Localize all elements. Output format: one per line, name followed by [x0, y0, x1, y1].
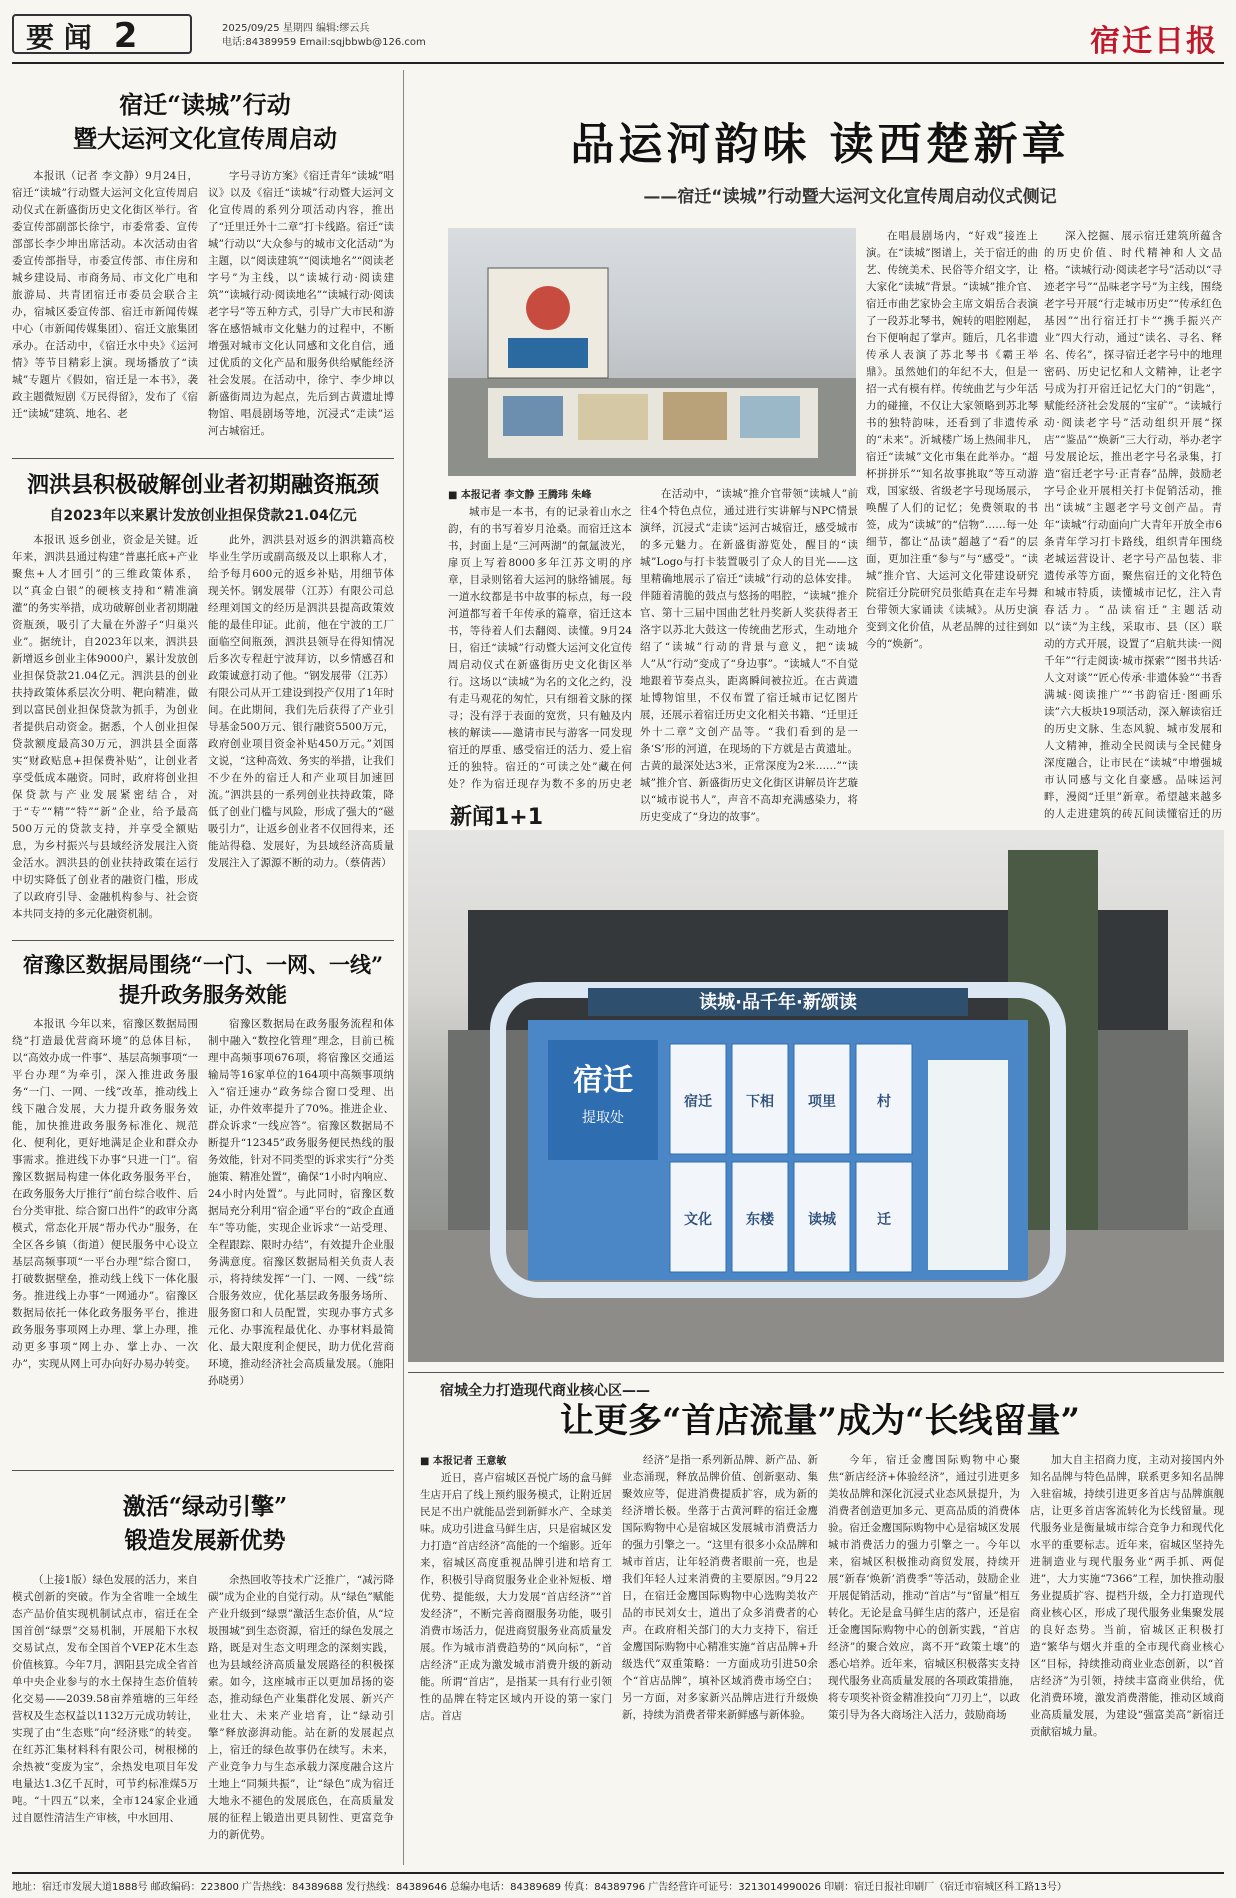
board-cell-label: 迁: [877, 1212, 891, 1228]
board-cell-label: 宿迁: [684, 1094, 712, 1110]
board-title: 宿迁: [573, 1063, 633, 1098]
page-number: 2: [113, 16, 138, 56]
article-5-text-2: 经济”是指一系列新品牌、新产品、新业态涌现，释放品牌价值、创新驱动、集聚效应等，促进消费提质扩容，成为新的经济增长极。坐落于古黄河畔的宿迁金鹰国际购物中心是宿城区发展城市消费活力的强力引擎之一。“这里有很多小众品牌和城市首店，让年轻消费者眼前一亮，也是我们年轻人过来消费的主要原因。”9月22日，在宿迁金鹰国际购物中心选购美妆产品的市民刘女士，道出了众多消费者的心声。在政府相关部门的大力支持下，宿迁金鹰国际购物中心精准实施“首店品牌+升级迭代”双重策略：一方面成功引进50余个“首店品牌”，填补区域消费市场空白；另一方面，对多家新兴品牌店进行升级焕新，持续为消费者带来新鲜感与新体验。: [622, 1454, 818, 1721]
book-cover: [578, 394, 648, 440]
article-5-text-4: 加大自主招商力度，主动对接国内外知名品牌与特色品牌，联系更多知名品牌入驻宿城，持续引进更多首店与品牌旗舰店，让更多首店客流转化为长线留量。现代服务业是衡量城市综合竞争力和现代化水平的重要标志。近年来，宿城区坚持先进制造业与现代服务业“两手抓、两促进”，大力实施“7366”工程，加快推动服务业提质扩容、提档升级，全力打造现代商业核心区，形成了现代服务业集聚发展的良好态势。当前，宿城区正积极打造“繁华与烟火并重的全市现代商业核心区”目标，持续推动商业业态创新，以“首店经济”为引领，持续丰富商业供给，优化消费环境，激发消费潜能，推动区域商业高质量发展，为建设“强富美高”新宿迁贡献宿城力量。: [1030, 1454, 1224, 1738]
article-2-column-1: [12, 532, 198, 930]
photo-display-scene: [408, 830, 1224, 1362]
article-3-title: [12, 950, 394, 1010]
board-cell-label: 东楼: [746, 1212, 774, 1228]
article-4-text-1: （上接1版）绿色发展的活力，来自模式创新的突破。作为全省唯一全域生态产品价值实现机制试点市，宿迁在全国首创“绿票”交易机制，开展船下水权交易试点，发布全国首个VEP花木生态价值核算。今年7月，泗阳县完成全省首单中央企业参与的水土保持生态价值转化交易——2039.58亩养殖塘的三年经营权及生态权益以1132万元成功转让，实现了由“生态账”向“经济账”的转变。在红苏汇集材料科有限公司，树根梯的余热被“变废为宝”，余热发电项目年发电量达1.3亿千瓦时，可节约标准煤5万吨。“十四五”以来，全市124家企业通过自愿性清洁生产审核，中水回用、: [12, 1574, 198, 1824]
article-1-text-2: 字号寻访方案》《宿迁青年“读城”唱议》以及《宿迁“读城”行动暨大运河文化宣传周的系列分项活动内容，推出了“迁里迁外十二章”打卡线路。宿迁“读城”行动以“大众参与的城市文化活动”为主题，以“阅读建筑”“阅读地名”“阅读老字号”为主线，以“读城行动·阅读建筑”“读城行动·阅读地名”“读城行动·阅读老字号”等五种方式，引导广大市民和游客在感悟城市文化魅力的过程中，不断增强对城市文化认同感和文化自信，通过优质的文化产品和服务供给赋能经济社会发展。在活动中，徐宁、李少坤以新盛街周边为起点，先后到古黄遗址博物馆、唱晨剧场等地，沉浸式“走读”运河古城宿迁。: [208, 170, 394, 437]
info-poster: [928, 1060, 1008, 1270]
article-5-text-1: 近日，喜卢宿城区吾悦广场的盒马鲜生店开启了线上预约服务模式，让附近居民足不出户就能品尝到新鲜水产、全球美味。成功引进盒马鲜生店，只是宿城区发力打造“首店经济”高能的一个缩影。近年来，宿城区高度重视品牌引进和培育工作，积极引导商贸服务业企业补短板、增优势、提能级，大力发展“首店经济”“首发经济”，不断完善商圈服务功能，吸引消费市场活力，促进商贸服务业高质量发展。作为城市消费趋势的“风向标”，“首店经济”正成为激发城市消费升级的新动能。所谓“首店”，是指某一具有行业引领性的品牌在特定区域内开设的第一家门店。首店: [420, 1472, 612, 1722]
article-3-title-line2: 提升政务服务效能: [119, 982, 287, 1007]
feature-text-3: 在唱晨剧场内，“好戏”接连上演。在“读城”图谱上，关于宿迁的曲艺、传统美术、民俗等介绍文字，让大家化“读城”背景。“读城”推介官、宿迁市曲艺家协会主席文娟岳合表演了一段苏北琴书，婉转的唱腔刚起，台下便响起了掌声。随后，几名非遗传承人表演了苏北琴书《霸王举鼎》。虽然她们的年纪不大，但是一招一式有模有样。传统曲艺与少年活力的碰撞，不仅让大家领略到苏北琴书的独特韵味，还看到了非遗传承的“未来”。沂城楼广场上热闹非凡，宿迁“读城”文化市集在此举办。“超杯拼拼乐”“知名故事挑取”等互动游戏，国家级、省级老字号现场展示，唤醒了人们的记忆；免费领取的书签，成为“读城”的“信物”……每一处细节，都让“品读”超越了“看”的层面，更加注重“参与”与“感受”。“读城”推介官、大运河文化带建设研究院宿迁分院研究员张皓真在走车号舞台带领大家诵读《读城》。从历史演变到文化价值，从老品牌的过往到如今的“焕新”。: [866, 230, 1038, 650]
feature-text-1: 城市是一本书，有的记录着山水之韵，有的书写着岁月沧桑。而宿迁这本书，封面上是“三河两湖”的氤氲波光，扉页上写着8000多年江苏文明的序章，目录则铭着大运河的脉络铺展。每一道水纹都是书中故事的标点，每一段河道都写着千年传承的篇章，宿迁这本书，等待着人们去翻阅、读懂。9月24日，宿迁“读城”行动暨大运河文化宣传周启动仪式在新盛街历史文化街区举行。这场以“读城”为名的文化之约，没有走马观花的匆忙，只有细着文脉的探寻；没有浮于表面的宽赏，只有触及内核的解读——邀请市民与游客一同发现宿迁的厚重、感受宿迁的活力、爱上宿迁的独特。宿迁的“可读之处”藏在何处？作为宿迁现存为数不多的历史老: [448, 506, 632, 790]
article-1-title-line2: 暨大运河文化宣传周启动: [73, 124, 337, 153]
article-2-subtitle: 自2023年以来累计发放创业担保贷款21.04亿元: [49, 508, 357, 524]
article-1-column-2: [208, 168, 394, 450]
feature-column-1: [448, 504, 632, 794]
section-label: [12, 14, 192, 54]
column-divider: [403, 70, 404, 1865]
board-subtitle: 提取处: [582, 1110, 624, 1126]
article-4-title-line1: 激活“绿动引擎”: [122, 1493, 288, 1520]
book-cover: [740, 396, 800, 438]
masthead: [0, 0, 1236, 78]
article-5-title: 让更多“首店流量”成为“长线留量”: [559, 1401, 1081, 1441]
article-5-column-1: [420, 1470, 612, 1868]
header-info: [222, 22, 426, 50]
article-2-title: 泗洪县积极破解创业者初期融资瓶颈: [26, 472, 379, 498]
feature-photo-books: [448, 228, 856, 476]
section-name: 要 闻: [26, 21, 92, 54]
feature-column-5: [1044, 228, 1222, 824]
article-3-text-1: 本报讯 今年以来，宿豫区数据局围绕“打造最优营商环境”的总体目标，以“高效办成一件事”、基层高频事项“一平台办理”为牵引，深入推进政务服务“一门、一网、一线”改革，推动线上线下融合发展，大力提升政务服务效能，加快推进政务服务标准化、规范化、便利化，更好地满足企业和群众办事需求。推进线下办事“只进一门”。宿豫区数据局构建一体化政务服务平台，在政务服务大厅推行“前台综合收件、后台分类审批、综合窗口出件”的政审分离模式，常态化开展“帮办代办”服务，在全区各乡镇（街道）便民服务中心设立基层高频事项“一平台办理”综合窗口，打破数据壁垒，推动线上线下一体化服务。推进线上办事“一网通办”。宿豫区数据局依托一体化政务服务平台，推进政务服务事项网上办理、掌上办理，推动更多事项“网上办、掌上办、一次办”，实现从网上可办向好办易办转变。: [12, 1018, 198, 1370]
feature-text-2: 在活动中，“读城”推介官带领“读城人”前往4个特色点位，通过进行实讲解与NPC情景演绎，沉浸式“走读”运河古城宿迁，感受城市的多元魅力。在新盛街游览处，醒目的“读城”Logo与打卡装置吸引了众人的目光——这里精确地展示了宿迁“读城”行动的总体安排。伴随着清脆的鼓点与悠扬的唱腔，“读城”推介官、第十三届中国曲艺牡丹奖新人奖获得者王洛宇以苏北大鼓这一传统曲艺形式，生动地介绍了“读城”行动的背景与意义，把“读城人”从“行动”变成了“身边事”。“读城人”不自觉地跟着节奏点头，距离瞬间被拉近。在古黄遗址博物馆里，不仅布置了宿迁城市记忆图片展，还展示着宿迁历史文化相关书籍、“迁里迁外十二章”文创产品等。“我们看到的是一条‘S’形的河道，在现场的下方就是古黄遗址。古黄的最深处达3米，正常深度为2米……”“读城”推介官、新盛街历史文化街区讲解员许艺璇以“城市说书人”，声音不高却充满感染力，将历史变成了“身边的故事”。: [640, 488, 858, 823]
board-panel: [548, 1040, 658, 1160]
feature-text-5: 深入挖掘、展示宿迁建筑所蕴含的历史价值、时代精神和人文品格。“读城行动·阅读老字号”活动以“寻迹老字号”“品味老字号”为主线，围绕老字号开展“行走城市历史”“传承红色基因”“出行宿迁打卡”“携手振兴产业”四大行动，通过“读名、寻名、释名、传名”，探寻宿迁老字号中的地理密码、历史记忆和人文精神，让老字号成为打开宿迁记忆大门的“钥匙”，赋能经济社会发展的“宝矿”。“读城行动·阅读老字号”活动组织开展“探店”“鉴品”“焕新”三大行动，举办老字号发展论坛，推出老字号名录集，打造“宿迁老字号·正青春”品牌，鼓励老字号企业开展相关打卡促销活动，推出“读城”主题老字号文创产品。青年“读城”行动面向广大青年开放全市6条青年学习打卡路线，组织青年围绕老城运营设计、老字号产品包装、非遗传承等方面，聚焦宿迁的文化特色和城市特质，读懂城市记忆，注入青春活力。“品读宿迁”主题活动以“读”为主线，采取市、县（区）联动的方式开展，设置了“启航共读·一阅千年”“行走阅读·城市探索”“图书共话·人文对谈”“匠心传承·非遗体验”“书香满城·阅读推广”“书韵宿迁·图画乐读”六大板块19项活动，深入解读宿迁的历史文脉、生态风貌、城市发展和人文精神，推动全民阅读与全民健身深度融合，让市民在“读城”中增强城市认同感与文化自豪感。品味运河畔，漫阅“迁里”新章。希望越来越多的人走进建筑的砖瓦间读懂宿迁的历: [1044, 230, 1222, 820]
display-card-band: [508, 338, 588, 368]
article-3-column-1: [12, 1016, 198, 1462]
board-cell-label: 村: [877, 1094, 891, 1110]
article-1-text-1: 本报讯（记者 李文静）9月24日，宿迁“读城”行动暨大运河文化宣传周启动仪式在新盛街历史文化街区举行。省委宣传部副部长徐宁，市委常委、宣传部部长李少坤出席活动。本次活动由省委宣传部指导，市委宣传部、市住房和城乡建设局、市商务局、市文化广电和旅游局、共青团宿迁市委员会联合主办，宿城区委宣传部、宿迁市新闻传媒中心（市新闻传媒集团）、宿迁文旅集团承办。在活动中，《宿迁水中央》《运河情》等节目精彩上演。现场播放了“读城”专题片《假如，宿迁是一本书》，袭政主题微短剧《万民得留》，发布了《宿迁“读城”建筑、地名、老: [12, 170, 198, 420]
article-1-column-1: [12, 168, 198, 450]
article-1-title-line1: 宿迁“读城”行动: [119, 90, 291, 119]
article-2-text-1: 本报讯 返乡创业，资金是关键。近年来，泗洪县通过构建“普惠托底+产业聚焦+人才回引”的三维政策体系，以“真金白银”的硬核支持和“精准滴灌”的务实举措，成功破解创业者初期融资瓶颈，吸引了大量在外游子“归巢兴业”。据统计，自2023年以来，泗洪县新增返乡创业主体9000户，累计发放创业担保贷款21.04亿元。泗洪县的创业扶持政策体系层次分明、靶向精准，做到以富民创业担保贷款为抓手，为创业者提供启动资金。据悉，个人创业担保贷款额度最高30万元，泗洪县全面落实“财政贴息+担保费补贴”，让创业者享受低成本融资。同时，政府将创业担保贷款与产业发展紧密结合，对于“专”“精”“特”“新”企业，给予最高500万元的贷款支持，并享受全额贴息，为乡村振兴与县域经济发展注入资金活水。泗洪县的创业扶持政策在运行中切实降低了创业者的融资门槛，形成了以政府引导、金融机构参与、社会资本共同支持的多元化融资机制。: [12, 534, 198, 920]
header-info-line2: 电话:84389959 Email:sqjbbwb@126.com: [222, 37, 426, 48]
feature-title: 品运河韵味 读西楚新章: [570, 119, 1070, 170]
article-4-title: [40, 1490, 370, 1558]
article-4-column-2: [208, 1572, 394, 1868]
article-1-title: [40, 88, 370, 156]
feature-column-2: [640, 486, 858, 824]
article-4-title-line2: 锻造发展新优势: [124, 1527, 286, 1554]
article-4-text-2: 余热回收等技术广泛推广，“减污降碳”成为企业的自觉行动。从“绿色”赋能产业升级到“绿票”激活生态价值，从“垃圾围城”到生态资源，宿迁的绿色发展之路，既是对生态文明理念的深刻实践，也为县域经济高质量发展路径的积极探索。如今，这座城市正以更加昂扬的姿态，推动绿色产业集群化发展、新兴产业壮大、未来产业培育，让“绿动引擎”释放澎湃动能。站在新的发展起点上，宿迁的绿色故事仍在续写。未来，产业竞争力与生态承载力深度融合这片土地上“同频共振”，让“绿色”成为宿迁大地永不褪色的发展底色，在高质量发展的征程上锻造出更具韧性、更富竞争力的新优势。: [208, 1574, 394, 1841]
header-rule: [12, 62, 1224, 64]
article-3-text-2: 宿豫区数据局在政务服务流程和体制中融入“数控化管理”理念，目前已梳理中高频事项676项，将宿豫区交通运输局等16家单位的164项中高频事项纳入“宿迁速办”政务综合窗口受理、出证，办件效率提升了70%。推进企业、群众诉求“一线应答”。宿豫区数据局不断提升“12345”政务服务便民热线的服务效能，针对不同类型的诉求实行“分类施策、精准处置”，确保“1小时内响应、24小时内处置”。与此同时，宿豫区数据局充分利用“宿企通”平台的“政企直通车”等功能，实现企业诉求“一站受理、全程跟踪、限时办结”，有效提升企业服务满意度。宿豫区数据局相关负责人表示，将持续发挥“一门、一网、一线”综合服务效应，优化基层政务服务场所、服务窗口和人员配置，实现办事方式多元化、办事流程最优化、办事材料最简化、最大限度利企便民，助力优化营商环境，推动经济社会高质量发展。（施阳 孙晓勇）: [208, 1018, 394, 1387]
divider: [408, 1372, 1224, 1373]
article-5-byline: ■ 本报记者 王意敏: [420, 1456, 507, 1467]
board-cell-label: 项里: [808, 1094, 836, 1110]
divider: [12, 1470, 394, 1471]
article-2-text-2: 此外，泗洪县对返乡的泗洪籍高校毕业生学历或副高级及以上职称人才，给予每月600元的返乡补贴，用细节体现关怀。钢发展带（江苏）有限公司总经理刘国文的经历是泗洪县提高政策效能的最佳印证。此前，他在宁波的工厂面临空间瓶颈，泗洪县领导在得知情况后多次专程赶宁波拜访，以乡情感召和政策诚意打动了他。“钢发展带（江苏）有限公司从开工建设到投产仅用了1年时间。在此期间，我们先后获得了产业引导基金500万元、银行融资5500万元，政府创业项目资金补贴450万元。”刘国文说，“这种高效、务实的举措，让我们不少在外的宿迁人和产业项目加速回流。”泗洪县的一系列创业扶持政策，降低了创业门槛与风险，形成了强大的“磁吸引力”，让返乡创业者不仅回得来，还能站得稳、发展好，为县域经济高质量发展注入了源源不断的动力。（蔡倩茜）: [208, 534, 394, 869]
article-5-text-3: 今年，宿迁金鹰国际购物中心聚焦“新店经济+体验经济”，通过引进更多美妆品牌和深化沉浸式业态风景提升，为消费者创造更加多元、更高品质的消费体验。宿迁金鹰国际购物中心是宿城区发展城市消费活力的强力引擎之一。今年以来，宿城区积极推动商贸发展，持续开展“新春‘焕新’消费季”等活动，鼓励企业开展促销活动，推动“首店”与“留量”相互转化。无论是盒马鲜生店的落户，还是宿迁金鹰国际购物中心的创新实践，“首店经济”的聚合效应，离不开“政策土壤”的悉心培养。近年来，宿城区积极落实支持现代服务业高质量发展的各项政策措施，将专项奖补资金精准投向“刀刃上”，以政策引导为各大商场注入活力，鼓励商场: [828, 1454, 1020, 1721]
book-cover: [503, 396, 563, 436]
article-5-column-3: [828, 1452, 1020, 1868]
board-cell-label: 下相: [746, 1094, 774, 1110]
sign-text: 读城·品千年·新颂读: [699, 992, 857, 1013]
newspaper-logo: 宿迁日报: [1090, 24, 1218, 59]
photo-books-scene: [448, 228, 856, 476]
board-cell-label: 读城: [808, 1212, 836, 1228]
page-footer: 地址：宿迁市发展大道1888号 邮政编码：223800 广告热线：84389688 发行热线：84389646 总编办电话：84389689 传真：84389796 广告经营许可证号：3213014990026 印刷：宿迁日报社印刷厂（宿迁市宿城区科工路13号）: [12, 1872, 1224, 1893]
article-3-column-2: [208, 1016, 394, 1462]
article-3-title-line1: 宿豫区数据局围绕“一门、一网、一线”: [22, 952, 384, 977]
opera-mask: [526, 286, 570, 330]
board-cell-label: 文化: [684, 1212, 712, 1228]
feature-column-3: [866, 228, 1038, 824]
news-badge: [450, 800, 543, 831]
news-badge-text: 新闻1+1: [450, 805, 543, 834]
article-5-kicker: 宿城全力打造现代商业核心区——: [440, 1383, 650, 1399]
feature-photo-display: [408, 830, 1224, 1362]
book-cover: [663, 392, 727, 440]
article-5-column-2: [622, 1452, 818, 1868]
article-4-column-1: [12, 1572, 198, 1868]
header-info-line1: 2025/09/25 星期四 编辑:缪云兵: [222, 23, 370, 34]
article-5-column-4: [1030, 1452, 1224, 1868]
article-2-column-2: [208, 532, 394, 930]
feature-subtitle: ——宿迁“读城”行动暨大运河文化宣传周启动仪式侧记: [643, 187, 1057, 207]
divider: [12, 940, 394, 941]
feature-byline: ■ 本报记者 李文静 王腾玮 朱峰: [448, 490, 592, 501]
divider: [12, 458, 394, 459]
